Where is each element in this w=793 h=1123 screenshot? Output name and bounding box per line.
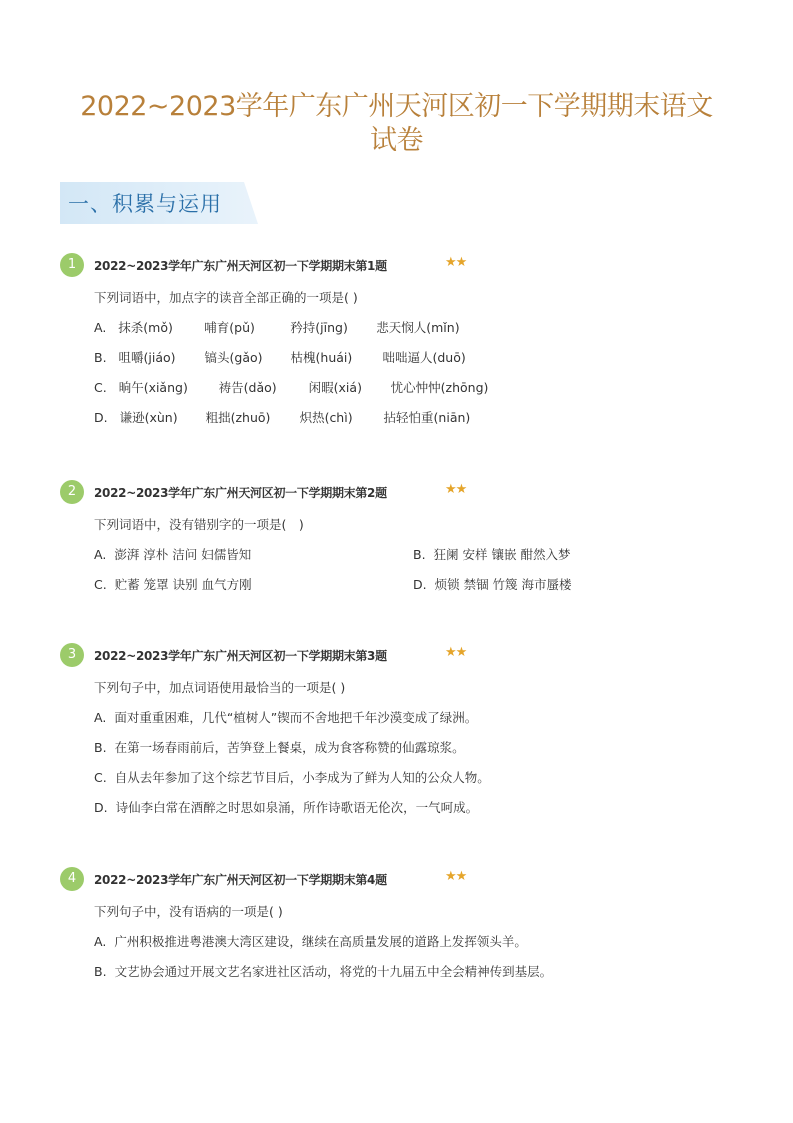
option-d bbox=[94, 798, 478, 816]
option-key: A. bbox=[94, 710, 107, 725]
option-word: 咀嚼(jiáo) bbox=[118, 350, 176, 365]
option-key: C. bbox=[94, 770, 107, 785]
question-source-title: 2022~2023学年广东广州天河区初一下学期期末第4题 bbox=[94, 873, 387, 887]
question-3 bbox=[60, 643, 760, 815]
question-header bbox=[60, 480, 760, 506]
difficulty-stars-icon: ★★ bbox=[445, 869, 467, 884]
question-header bbox=[60, 643, 760, 669]
option-a bbox=[94, 318, 482, 336]
option-key: C. bbox=[94, 380, 107, 395]
option-b bbox=[94, 738, 465, 756]
option-c bbox=[94, 768, 490, 786]
difficulty-stars-icon: ★★ bbox=[445, 645, 467, 660]
option-word: 粗拙(zhuō) bbox=[205, 410, 271, 425]
title-line-1: 2022~2023学年广东广州天河区初一下学期期末语文 bbox=[80, 91, 713, 122]
option-word: 炽热(chì) bbox=[299, 410, 353, 425]
question-source-title: 2022~2023学年广东广州天河区初一下学期期末第1题 bbox=[94, 259, 387, 273]
question-header bbox=[60, 867, 760, 893]
option-word: 晌午(xiǎng) bbox=[118, 380, 188, 395]
option-word: 矜持(jīng) bbox=[290, 320, 348, 335]
option-key: A. bbox=[94, 934, 107, 949]
question-stem: 下列词语中，没有错别字的一项是( ) bbox=[94, 517, 304, 532]
question-1 bbox=[60, 253, 760, 425]
option-c bbox=[94, 378, 510, 396]
option-text: 自从去年参加了这个综艺节目后，小李成为了鲜为人知的公众人物。 bbox=[114, 770, 490, 785]
question-stem: 下列词语中，加点字的读音全部正确的一项是( ) bbox=[94, 290, 358, 305]
option-key: D. bbox=[94, 410, 108, 425]
difficulty-stars-icon: ★★ bbox=[445, 482, 467, 497]
option-text: 广州积极推进粤港澳大湾区建设，继续在高质量发展的道路上发挥领头羊。 bbox=[114, 934, 527, 949]
option-b bbox=[413, 545, 570, 563]
document-title bbox=[50, 90, 743, 158]
option-word: 枯槐(huái) bbox=[290, 350, 353, 365]
option-word: 闲暇(xiá) bbox=[308, 380, 362, 395]
option-word: 抹杀(mǒ) bbox=[118, 320, 173, 335]
option-key: B. bbox=[94, 350, 107, 365]
option-b bbox=[94, 962, 552, 980]
option-text: 贮蓄 笼罩 诀别 血气方刚 bbox=[114, 577, 252, 592]
option-a bbox=[94, 708, 477, 726]
question-2 bbox=[60, 480, 760, 592]
option-key: D. bbox=[413, 577, 427, 592]
option-word: 谦逊(xùn) bbox=[119, 410, 178, 425]
question-4 bbox=[60, 867, 760, 979]
option-word: 咄咄逼人(duō) bbox=[382, 350, 466, 365]
option-word: 悲天悯人(mǐn) bbox=[376, 320, 460, 335]
option-word: 忧心忡忡(zhōng) bbox=[390, 380, 489, 395]
section-header bbox=[60, 182, 258, 224]
option-word: 镐头(gǎo) bbox=[204, 350, 263, 365]
question-stem: 下列句子中，没有语病的一项是( ) bbox=[94, 904, 283, 919]
question-header bbox=[60, 253, 760, 279]
option-c bbox=[94, 575, 252, 593]
difficulty-stars-icon: ★★ bbox=[445, 255, 467, 270]
question-number-badge: 1 bbox=[60, 253, 84, 277]
option-text: 面对重重困难，几代“植树人”锲而不舍地把千年沙漠变成了绿洲。 bbox=[114, 710, 478, 725]
option-word: 拈轻怕重(niān) bbox=[383, 410, 471, 425]
option-text: 澎湃 淳朴 洁问 妇儒皆知 bbox=[114, 547, 252, 562]
option-key: A. bbox=[94, 320, 107, 335]
option-word: 哺育(pǔ) bbox=[204, 320, 255, 335]
option-key: B. bbox=[94, 964, 107, 979]
option-text: 在第一场春雨前后，苦笋登上餐桌，成为食客称赞的仙露琼浆。 bbox=[114, 740, 465, 755]
option-key: D. bbox=[94, 800, 108, 815]
section-title: 一、积累与运用 bbox=[68, 192, 222, 216]
question-source-title: 2022~2023学年广东广州天河区初一下学期期末第3题 bbox=[94, 649, 387, 663]
option-d bbox=[94, 408, 492, 426]
option-key: B. bbox=[94, 740, 107, 755]
option-text: 烦锁 禁锢 竹篾 海市蜃楼 bbox=[434, 577, 572, 592]
option-key: B. bbox=[413, 547, 426, 562]
option-word: 祷告(dǎo) bbox=[218, 380, 277, 395]
option-key: A. bbox=[94, 547, 107, 562]
question-number-badge: 2 bbox=[60, 480, 84, 504]
option-text: 文艺协会通过开展文艺名家进社区活动，将党的十九届五中全会精神传到基层。 bbox=[114, 964, 553, 979]
question-number-badge: 3 bbox=[60, 643, 84, 667]
question-number-badge: 4 bbox=[60, 867, 84, 891]
question-source-title: 2022~2023学年广东广州天河区初一下学期期末第2题 bbox=[94, 486, 387, 500]
option-a bbox=[94, 932, 527, 950]
option-text: 诗仙李白常在酒醉之时思如泉涌，所作诗歌语无伦次，一气呵成。 bbox=[115, 800, 479, 815]
title-line-2: 试卷 bbox=[370, 125, 423, 156]
option-b bbox=[94, 348, 488, 366]
option-key: C. bbox=[94, 577, 107, 592]
option-d bbox=[413, 575, 572, 593]
option-a bbox=[94, 545, 251, 563]
option-text: 狂阑 安样 镶嵌 酣然入梦 bbox=[433, 547, 571, 562]
question-stem: 下列句子中，加点词语使用最恰当的一项是( ) bbox=[94, 680, 346, 695]
